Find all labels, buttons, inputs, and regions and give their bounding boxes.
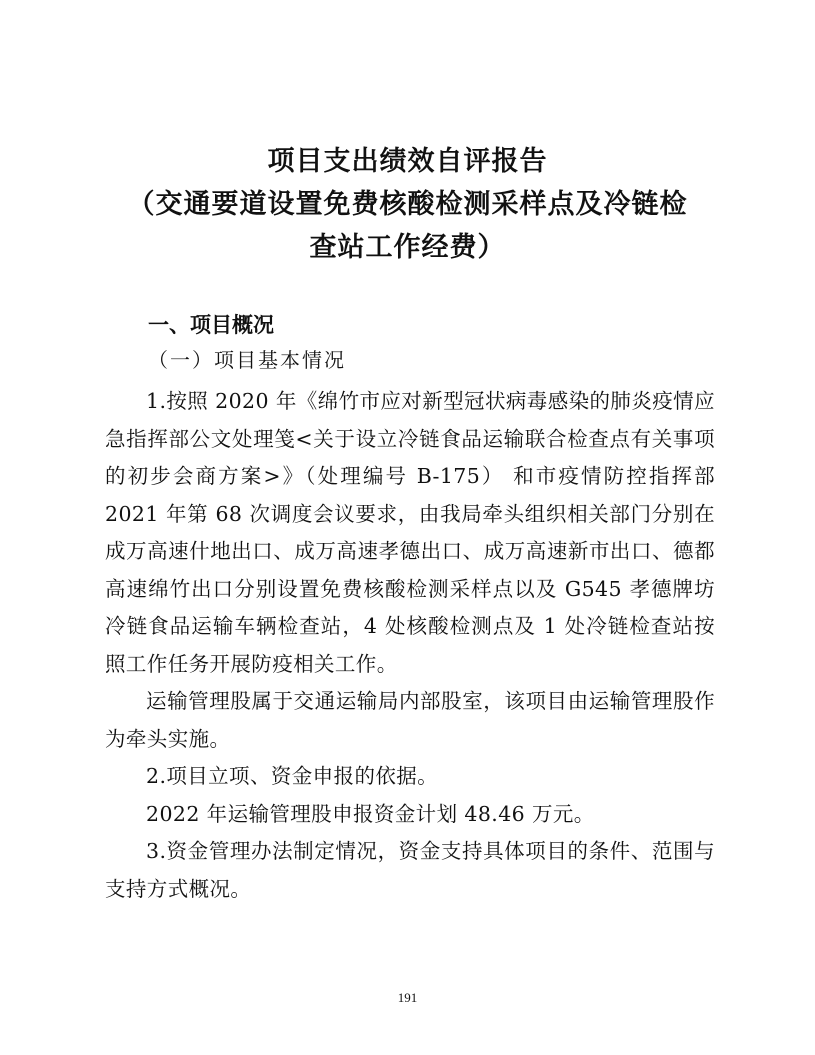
title-line-2: （交通要道设置免费核酸检测采样点及冷链检	[127, 189, 688, 220]
paragraph-1: 1.按照 2020 年《绵竹市应对新型冠状病毒感染的肺炎疫情应急指挥部公文处理笺<关于设立冷链食品运输联合检查点有关事项的初步会商方案>》（处理编号 B-175） 和市疫情防控指挥部 2021 年第 68 次调度会议要求，由我局牵头组织相关部门分别在成万高速什地出口、成万高速孝德出口、成万高速新市出口、德都高速绵竹出口分别设置免费核酸检测采样点以及 G545 孝德牌坊冷链食品运输车辆检查站，4 处核酸检测点及 1 处冷链检查站按照工作任务开展防疫相关工作。	[105, 389, 715, 676]
section-heading: 一、项目概况	[148, 313, 274, 337]
paragraph-3: 2.项目立项、资金申报的依据。	[146, 764, 439, 788]
title-line-3: 查站工作经费）	[309, 232, 506, 263]
paragraph-2: 运输管理股属于交通运输局内部股室，该项目由运输管理股作为牵头实施。	[105, 689, 715, 751]
page-number: 191	[397, 990, 418, 1005]
title-line-1: 项目支出绩效自评报告	[267, 146, 548, 177]
document-title	[80, 140, 735, 269]
body-text	[105, 383, 715, 908]
subsection-heading: （一）项目基本情况	[148, 348, 346, 372]
paragraph-4: 2022 年运输管理股申报资金计划 48.46 万元。	[146, 801, 595, 826]
paragraph-5: 3.资金管理办法制定情况，资金支持具体项目的条件、范围与支持方式概况。	[105, 839, 715, 901]
